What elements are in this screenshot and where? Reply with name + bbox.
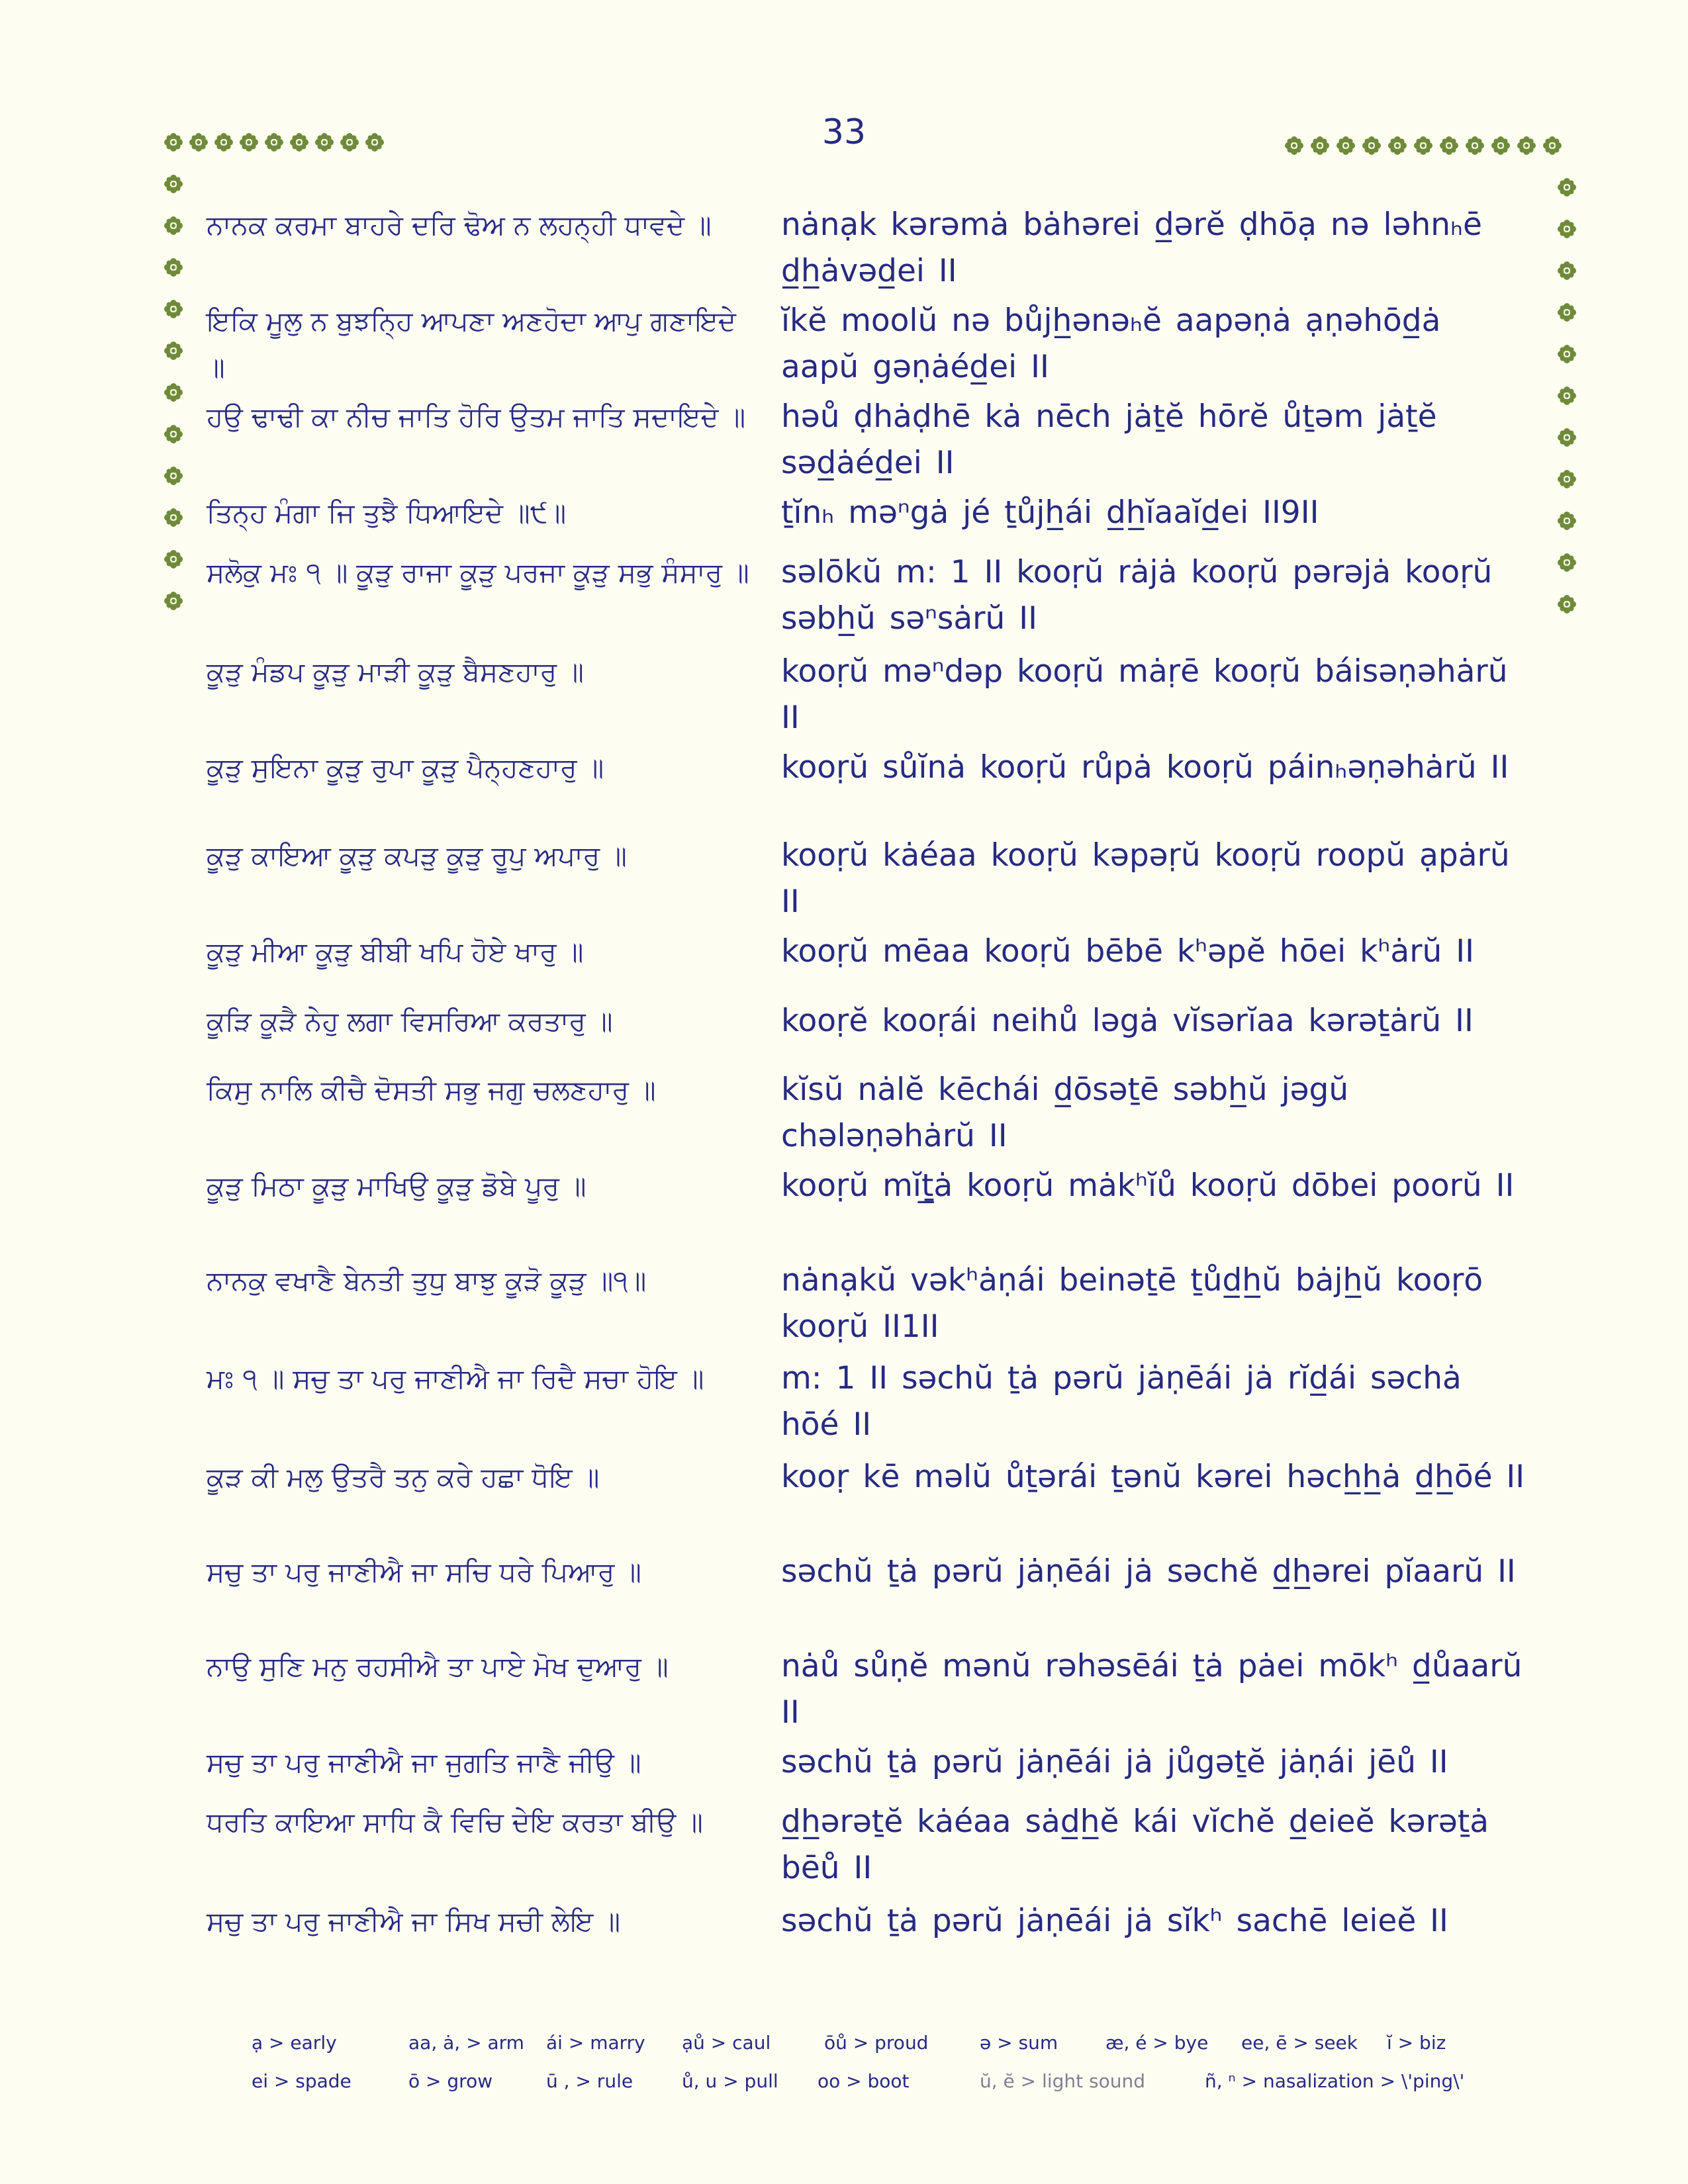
transliteration-line: kooṛŭ mĭṯ̲ȧ kooṛŭ mȧkʰĭů kooṛŭ dōbei poorŭ II [781, 1167, 1515, 1204]
legend-item: ō > grow [408, 2070, 493, 2092]
gurmukhi-line: ਕੂੜੁ ਕਾਇਆ ਕੂੜੁ ਕਪੜੁ ਕੂੜੁ ਰੂਪੁ ਅਪਾਰੁ ॥ [207, 840, 627, 872]
transliteration-line: kooṛ kē məlŭ ůṯərái ṯənŭ kərei həch̲h̲ȧ d̲h̲ōé II [781, 1459, 1525, 1495]
gurmukhi-line: ਸਚੁ ਤਾ ਪਰੁ ਜਾਣੀਐ ਜਾ ਸਚਿ ਧਰੇ ਪਿਆਰੁ ॥ [207, 1556, 641, 1588]
gurmukhi-line: ਕੂੜੁ ਸੁਇਨਾ ਕੂੜੁ ਰੁਪਾ ਕੂੜੁ ਪੈਨ੍ਹਣਹਾਰੁ ॥ [207, 752, 604, 784]
transliteration-line: səchŭ ṯȧ pərŭ jȧṇēái jȧ sĭkʰ sachē leieĕ II [781, 1903, 1448, 1939]
gurmukhi-line: ਤਿਨ੍ਹ ਮੰਗਾ ਜਿ ਤੁਝੈ ਧਿਆਇਦੇ ॥੯॥ [207, 497, 567, 529]
gurmukhi-line: ਕੂੜਿ ਕੂੜੈ ਨੇਹੁ ਲਗਾ ਵਿਸਰਿਆ ਕਰਤਾਰੁ ॥ [207, 1005, 613, 1037]
gurmukhi-line: ਨਾਨਕ ਕਰਮਾ ਬਾਹਰੇ ਦਰਿ ਢੋਅ ਨ ਲਹਨ੍ਹੀ ਧਾਵਦੇ ॥ [207, 209, 712, 241]
gurmukhi-line: ਸਚੁ ਤਾ ਪਰੁ ਜਾਣੀਐ ਜਾ ਸਿਖ ਸਚੀ ਲੇਇ ॥ [207, 1905, 620, 1937]
transliteration-line: kooṛĕ kooṛái neihů ləgȧ vĭsərĭaa kərəṯȧrŭ II [781, 1003, 1474, 1039]
gurmukhi-line: ਇਕਿ ਮੂਲੁ ਨ ਬੁਝਨ੍ਹਿ ਆਪਣਾ ਅਣਹੋਦਾ ਆਪੁ ਗਣਾਇਦੇ ॥ [207, 305, 736, 383]
legend-item: ei > spade [252, 2070, 352, 2092]
transliteration-line: səchŭ ṯȧ pərŭ jȧṇēái jȧ səchĕ d̲h̲ərei pĭaarŭ II [781, 1553, 1516, 1590]
gurmukhi-line: ਨਾਉ ਸੁਣਿ ਮਨੁ ਰਹਸੀਐ ਤਾ ਪਾਏ ਮੋਖ ਦੁਆਰੁ ॥ [207, 1651, 669, 1682]
legend-item: ŭ, ĕ > light sound [980, 2070, 1145, 2092]
pronunciation-legend [252, 2032, 1509, 2118]
gurmukhi-line: ਸਚੁ ਤਾ ਪਰੁ ਜਾਣੀਐ ਜਾ ਜੁਗਤਿ ਜਾਣੈ ਜੀਉ ॥ [207, 1747, 641, 1778]
gurmukhi-line: ਕੂੜੁ ਮਿਠਾ ਕੂੜੁ ਮਾਖਿਉ ਕੂੜੁ ਡੋਬੇ ਪੂਰੁ ॥ [207, 1170, 586, 1202]
gurmukhi-line: ਕੂੜੁ ਮੰਡਪ ਕੂੜੁ ਮਾੜੀ ਕੂੜੁ ਬੈਸਣਹਾਰੁ ॥ [207, 656, 584, 688]
transliteration-line: kooṛŭ məⁿdəp kooṛŭ mȧṛē kooṛŭ báisəṇəhȧrŭ II [781, 653, 1508, 736]
gurmukhi-line: ਹਉ ਢਾਢੀ ਕਾ ਨੀਚ ਜਾਤਿ ਹੋਰਿ ਉਤਮ ਜਾਤਿ ਸਦਾਇਦੇ ॥ [207, 401, 746, 433]
page-number: 33 [821, 113, 867, 152]
legend-item: ů, u > pull [682, 2070, 778, 2092]
transliteration-line: kooṛŭ mēaa kooṛŭ bēbē kʰəpĕ hōei kʰȧrŭ II [781, 933, 1474, 970]
legend-item: ū , > rule [546, 2070, 633, 2092]
legend-item: ōů > proud [824, 2032, 929, 2054]
gurmukhi-line: ਮਃ ੧ ॥ ਸਚੁ ਤਾ ਪਰੁ ਜਾਣੀਐ ਜਾ ਰਿਦੈ ਸਚਾ ਹੋਇ ॥ [207, 1363, 704, 1394]
transliteration-line: ṯĭnₕ məⁿgȧ jé ṯůjh̲ái d̲h̲ĭaaĭd̲ei II9II [781, 494, 1319, 531]
legend-item: ĭ > biz [1387, 2032, 1446, 2054]
legend-item: ñ, ⁿ > nasalization > \'ping\' [1205, 2070, 1465, 2092]
transliteration-line: nȧnạkŭ vəkʰȧṇái beinəṯē ṯůd̲h̲ŭ bȧjh̲ŭ kooṛō kooṛŭ II1II [781, 1262, 1483, 1345]
legend-item: ái > marry [546, 2032, 645, 2054]
transliteration-line: kĭsŭ nȧlĕ kēchái d̲ōsəṯē səbh̲ŭ jəgŭ chələṇəhȧrŭ II [781, 1071, 1349, 1154]
gurmukhi-line: ਧਰਤਿ ਕਾਇਆ ਸਾਧਿ ਕੈ ਵਿਚਿ ਦੇਇ ਕਰਤਾ ਬੀਉ ॥ [207, 1806, 703, 1838]
transliteration-line: ĭkĕ moolŭ nə bůjh̲ənəₕĕ aapəṇȧ ạṇəhōd̲ȧ aapŭ gəṇȧéd̲ei II [781, 302, 1441, 385]
gurmukhi-line: ਕਿਸੁ ਨਾਲਿ ਕੀਚੈ ਦੋਸਤੀ ਸਭੁ ਜਗੁ ਚਲਣਹਾਰੁ ॥ [207, 1074, 656, 1106]
transliteration-line: səchŭ ṯȧ pərŭ jȧṇēái jȧ jůgəṯĕ jȧṇái jēů II [781, 1744, 1448, 1780]
legend-item: ạ > early [252, 2032, 337, 2054]
legend-item: æ, é > bye [1105, 2032, 1209, 2054]
transliteration-line: həů ḍhȧḍhē kȧ nēch jȧṯĕ hōrĕ ůṯəm jȧṯĕ səd̲ȧéd̲ei II [781, 398, 1437, 481]
transliteration-line: səlōkŭ m: 1 II kooṛŭ rȧjȧ kooṛŭ pərəjȧ kooṛŭ səbh̲ŭ səⁿsȧrŭ II [781, 554, 1493, 637]
transliteration-line: kooṛŭ sůĭnȧ kooṛŭ růpȧ kooṛŭ páinₕəṇəhȧrŭ II [781, 749, 1509, 786]
gurmukhi-line: ਕੂੜ ਕੀ ਮਲੁ ਉਤਰੈ ਤਨੁ ਕਰੇ ਹਛਾ ਧੋਇ ॥ [207, 1461, 600, 1493]
transliteration-line: kooṛŭ kȧéaa kooṛŭ kəpəṛŭ kooṛŭ roopŭ ạpȧrŭ II [781, 837, 1510, 920]
legend-item: ạů > caul [682, 2032, 771, 2054]
gurmukhi-line: ਕੂੜੁ ਮੀਆ ਕੂੜੁ ਬੀਬੀ ਖਪਿ ਹੋਏ ਖਾਰੁ ॥ [207, 936, 584, 968]
transliteration-line: m: 1 II səchŭ ṯȧ pərŭ jȧṇēái jȧ rĭd̲ái səchȧ hōé II [781, 1360, 1462, 1443]
transliteration-line: d̲h̲ərəṯĕ kȧéaa sȧd̲h̲ĕ kái vĭchĕ d̲eieĕ kərəṯȧ bēů II [781, 1803, 1489, 1886]
legend-item: aa, ȧ, > arm [408, 2032, 524, 2054]
transliteration-line: nȧů sůṇĕ mənŭ rəhəsēái ṯȧ pȧei mōkʰ d̲ůaarŭ II [781, 1648, 1523, 1731]
transliteration-line: nȧnạk kərəmȧ bȧhərei d̲ərĕ ḍhōạ nə ləhnₕē d̲h̲ȧvəd̲ei II [781, 206, 1482, 289]
gurmukhi-line: ਨਾਨਕੁ ਵਖਾਣੈ ਬੇਨਤੀ ਤੁਧੁ ਬਾਝੁ ਕੂੜੋ ਕੂੜੁ ॥੧॥ [207, 1265, 647, 1297]
legend-item: ee, ē > seek [1241, 2032, 1358, 2054]
gurmukhi-line: ਸਲੋਕੁ ਮਃ ੧ ॥ ਕੂੜੁ ਰਾਜਾ ਕੂੜੁ ਪਰਜਾ ਕੂੜੁ ਸਭੁ ਸੰਸਾਰੁ ॥ [207, 557, 749, 588]
legend-item: oo > boot [818, 2070, 910, 2092]
legend-item: ə > sum [980, 2032, 1058, 2054]
